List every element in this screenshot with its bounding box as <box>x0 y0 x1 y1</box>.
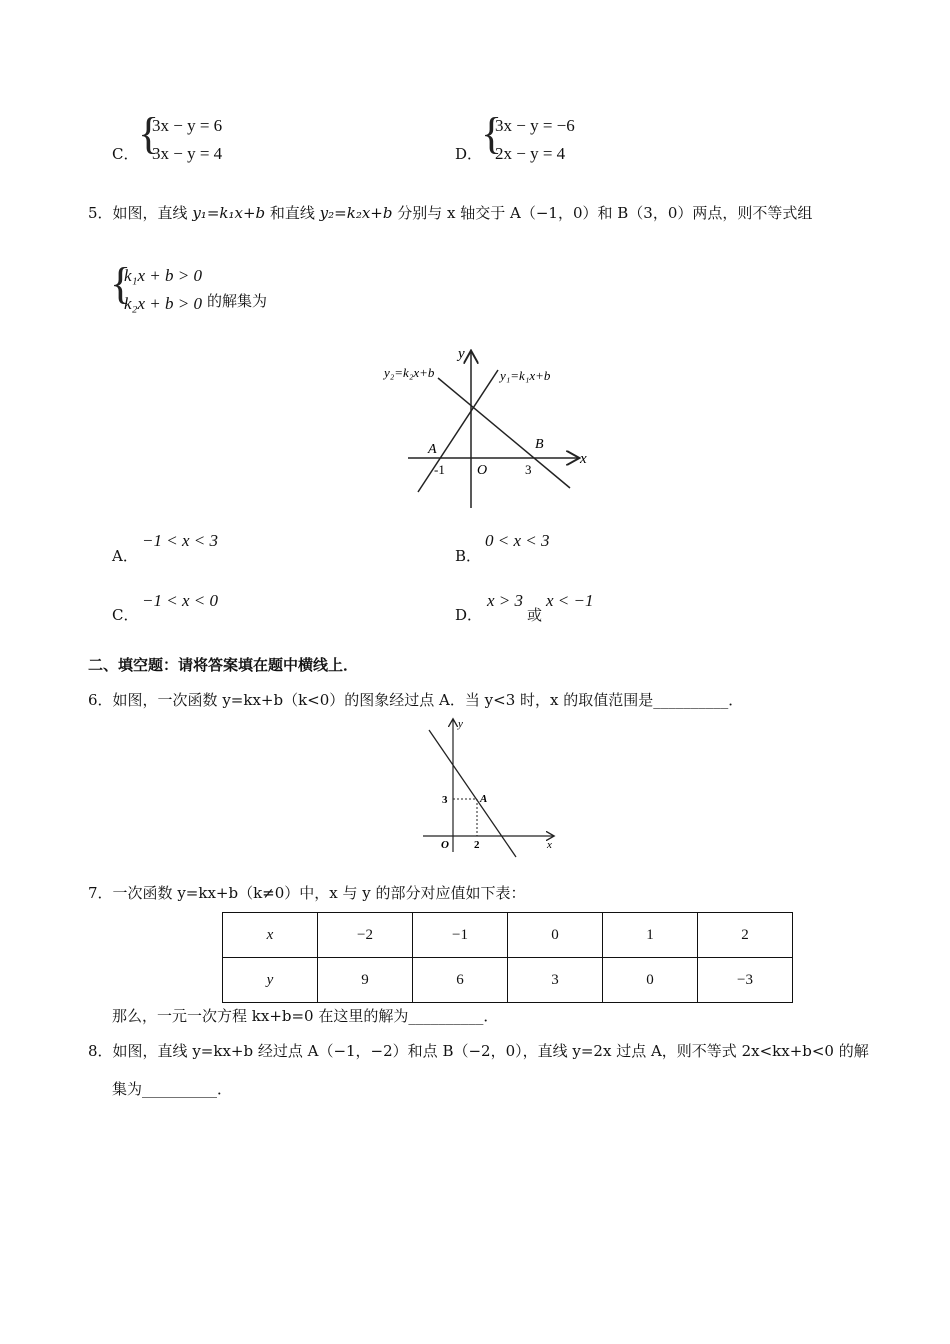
table-cell: 0 <box>508 913 603 958</box>
q7-value-table <box>222 912 793 1003</box>
q5-tick-neg1: -1 <box>434 462 445 477</box>
q4-option-d-brace: { <box>481 109 503 158</box>
q4-option-d-eq2: 2x − y = 4 <box>495 144 566 163</box>
q6-text: 如图，一次函数 y=kx+b（k<0）的图象经过点 A．当 y<3 时，x 的取值范围是__________． <box>112 691 744 709</box>
table-cell: 0 <box>603 958 698 1003</box>
table-cell: −2 <box>318 913 413 958</box>
q5-question <box>88 202 812 223</box>
q5-tick-3: 3 <box>525 462 532 477</box>
q4-option-d-eq1: 3x − y = −6 <box>495 116 575 135</box>
q4-option-d-label: D． <box>455 145 483 163</box>
q5-point-b: B <box>535 437 544 452</box>
section-title: 二、填空题：请将答案填在题中横线上． <box>88 656 359 674</box>
q6-figure <box>415 714 565 859</box>
q5-line2: y₂=k₂x+b <box>319 204 393 222</box>
q6-origin: O <box>441 839 449 851</box>
q5-option-d-value2: x < −1 <box>546 591 594 610</box>
table-cell: 1 <box>603 913 698 958</box>
q5-text-pre: 如图，直线 <box>112 204 193 222</box>
q7-after: 那么，一元一次方程 kx+b=0 在这里的解为__________． <box>112 1007 499 1025</box>
q8-text: 如图，直线 y=kx+b 经过点 A（−1，−2）和点 B（−2，0），直线 y=2x 过点 A，则不等式 2x<kx+b<0 的解 <box>112 1042 869 1060</box>
q5-option-d-label: D． <box>455 606 483 624</box>
q7-number: 7． <box>88 884 113 902</box>
q5-system-brace: { <box>110 259 132 308</box>
q5-option-b-value: 0 < x < 3 <box>485 531 550 550</box>
q5-line1: y₁=k₁x+b <box>192 204 266 222</box>
q4-option-c-label: C． <box>112 145 139 163</box>
q5-figure <box>380 340 600 515</box>
q5-origin: O <box>477 463 488 478</box>
q5-option-d-value: x > 3 <box>487 591 524 610</box>
q8-question <box>88 1040 869 1061</box>
q6-axis-x-label: x <box>547 839 552 851</box>
q5-number: 5． <box>88 204 113 222</box>
q5-system-suffix: 的解集为 <box>207 292 268 310</box>
table-cell: 2 <box>698 913 793 958</box>
q5-system-eq2: k₂x + b > 0 <box>124 294 202 313</box>
q6-tick-x: 2 <box>474 839 480 851</box>
q6-axis-y-label: y <box>458 718 463 730</box>
q5-label-y1: y₁=k₁x+b <box>500 368 551 383</box>
q8-text-line2: 集为__________． <box>112 1080 233 1098</box>
q4-option-c-brace: { <box>138 109 160 158</box>
table-row <box>223 958 793 1003</box>
q5-option-c-label: C． <box>112 606 139 624</box>
q6-tick-y: 3 <box>442 794 448 806</box>
q5-axis-x-label: x <box>580 451 587 467</box>
table-cell: 3 <box>508 958 603 1003</box>
q5-point-a: A <box>428 442 437 457</box>
q4-option-c-eq1: 3x − y = 6 <box>152 116 223 135</box>
table-cell: 9 <box>318 958 413 1003</box>
q5-option-c-value: −1 < x < 0 <box>142 591 218 610</box>
table-cell: −3 <box>698 958 793 1003</box>
q5-option-a-label: A． <box>112 547 138 565</box>
q5-option-b-label: B． <box>455 547 482 565</box>
q4-option-c-eq2: 3x − y = 4 <box>152 144 223 163</box>
q6-point-a: A <box>480 793 488 805</box>
q5-system-eq1: k₁x + b > 0 <box>124 266 202 285</box>
q5-option-a-value: −1 < x < 3 <box>142 531 218 550</box>
q5-axis-y-label: y <box>458 346 465 362</box>
q7-text: 一次函数 y=kx+b（k≠0）中，x 与 y 的部分对应值如下表： <box>112 884 526 902</box>
q6-question <box>88 689 743 710</box>
q5-line-y2 <box>438 378 570 488</box>
table-cell: y <box>223 958 318 1003</box>
table-cell: −1 <box>413 913 508 958</box>
q5-label-y2: y₂=k₂x+b <box>384 365 435 380</box>
q5-text-post: 分别与 x 轴交于 A（−1，0）和 B（3，0）两点，则不等式组 <box>392 204 813 222</box>
q7-question <box>88 882 526 903</box>
table-cell: x <box>223 913 318 958</box>
table-cell: 6 <box>413 958 508 1003</box>
q8-number: 8． <box>88 1042 113 1060</box>
q5-option-d-joiner: 或 <box>527 606 543 624</box>
table-row <box>223 913 793 958</box>
q5-text-mid: 和直线 <box>265 204 320 222</box>
q6-number: 6． <box>88 691 113 709</box>
